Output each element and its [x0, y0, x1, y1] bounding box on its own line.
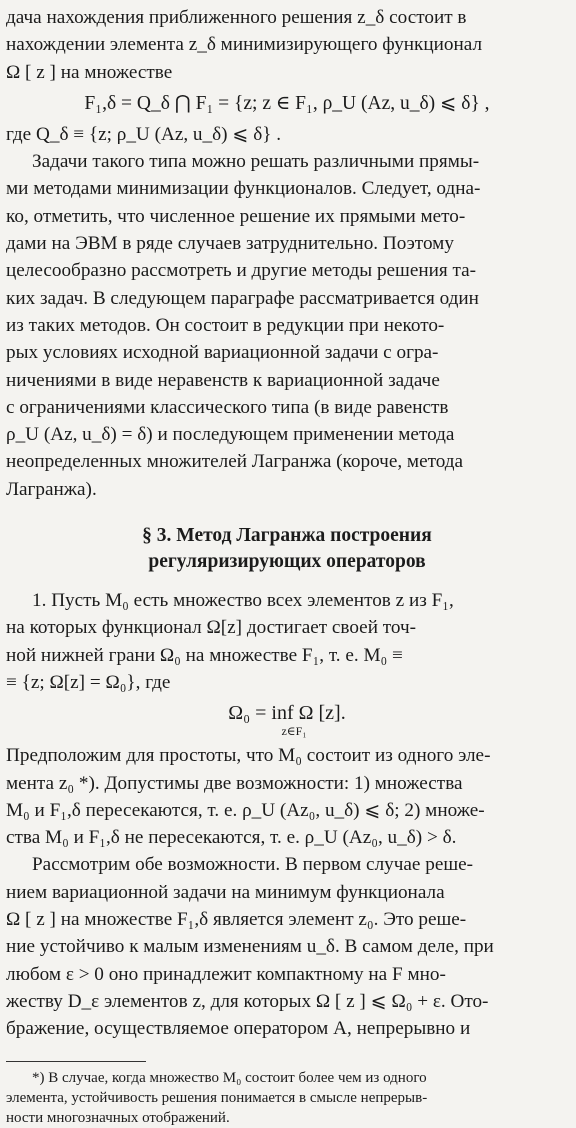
formula-f1-delta: F₁,δ = Q_δ ⋂ F₁ = {z; z ∈ F₁, ρ_U (Az, u_δ) ⩽ δ} , [84, 92, 490, 114]
text-line: на которых функционал Ω[z] достигает своей точ- [6, 617, 417, 639]
text-line: Ω [ z ] на множестве F₁,δ является элемент z₀. Это реше- [6, 909, 467, 931]
text-line: целесообразно рассмотреть и другие методы решения та- [6, 260, 477, 282]
section-title-line-2: регуляризирующих операторов [148, 551, 426, 573]
text-line: ρ_U (Az, u_δ) = δ) и последующем применении метода [6, 424, 455, 446]
footnote-line: элемента, устойчивость решения понимается в смысле непрерыв- [6, 1089, 428, 1106]
text-line: ми методами минимизации функционалов. Следует, одна- [6, 178, 481, 200]
text-line: Рассмотрим обе возможности. В первом случае реше- [32, 854, 474, 876]
text-line: бражение, осуществляемое оператором A, непрерывно и [6, 1018, 471, 1040]
text-line: ства M₀ и F₁,δ не пересекаются, т. е. ρ_U (Az₀, u_δ) > δ. [6, 827, 457, 849]
text-line: дача нахождения приближенного решения z_δ состоит в [6, 7, 467, 28]
footnote-divider [6, 1061, 146, 1062]
text-line: из таких методов. Он состоит в редукции при некото- [6, 314, 445, 336]
formula-omega-inf [6, 702, 568, 738]
text-line: дами на ЭВМ в ряде случаев затруднительно. Поэтому [6, 233, 454, 255]
text-line: ких задач. В следующем параграфе рассматривается один [6, 287, 479, 309]
text-line: мента z₀ *). Допустимы две возможности: 1) множества [6, 772, 463, 794]
paragraph-3 [6, 148, 568, 503]
footnote-line: ности многозначных отображений. [6, 1109, 230, 1126]
section-title-line-1: § 3. Метод Лагранжа построения [142, 525, 432, 547]
text-line: где Q_δ ≡ {z; ρ_U (Az, u_δ) ⩽ δ} . [6, 123, 282, 145]
paragraph-5 [6, 742, 568, 851]
text-line: Лагранжа). [6, 478, 97, 500]
footnote [6, 1068, 568, 1128]
text-line: ничениями в виде неравенств к вариационной задаче [6, 369, 440, 391]
text-line: 1. Пусть M₀ есть множество всех элементов z из F₁, [32, 590, 454, 612]
text-line: Задачи такого типа можно решать различными прямы- [32, 151, 480, 173]
text-line: неопределенных множителей Лагранжа (короче, метода [6, 451, 464, 473]
text-line: с ограничениями классического типа (в виде равенств [6, 396, 449, 418]
text-line: нием вариационной задачи на минимум функционала [6, 881, 445, 903]
text-line: ние устойчиво к малым изменениям u_δ. В самом деле, при [6, 936, 494, 958]
formula-inf-main: Ω₀ = inf Ω [z]. [228, 702, 346, 725]
text-line: жеству D_ε элементов z, для которых Ω [ z ] ⩽ Ω₀ + ε. Ото- [6, 990, 489, 1012]
footnote-line: *) В случае, когда множество M₀ состоит более чем из одного [32, 1069, 427, 1086]
text-line: Ω [ z ] на множестве [6, 61, 173, 83]
text-line: рых условиях исходной вариационной задачи с огра- [6, 342, 439, 364]
text-line: M₀ и F₁,δ пересекаются, т. е. ρ_U (Az₀, u_δ) ⩽ δ; 2) множе- [6, 799, 485, 821]
text-line: ко, отметить, что численное решение их прямыми мето- [6, 205, 466, 227]
paragraph-2 [6, 121, 568, 148]
formula-inf-subscript: z∈F₁ [281, 724, 307, 739]
paragraph-4 [6, 587, 568, 696]
paragraph-1 [6, 4, 568, 86]
text-line: нахождении элемента z_δ минимизирующего функционал [6, 34, 483, 56]
text-line: ной нижней грани Ω₀ на множестве F₁, т. е. M₀ ≡ [6, 644, 403, 666]
text-line: ≡ {z; Ω[z] = Ω₀}, где [6, 671, 171, 693]
text-line: любом ε > 0 оно принадлежит компактному на F мно- [6, 963, 446, 985]
text-line: Предположим для простоты, что M₀ состоит из одного эле- [6, 745, 491, 767]
paragraph-6 [6, 851, 568, 1042]
section-heading [6, 523, 568, 575]
